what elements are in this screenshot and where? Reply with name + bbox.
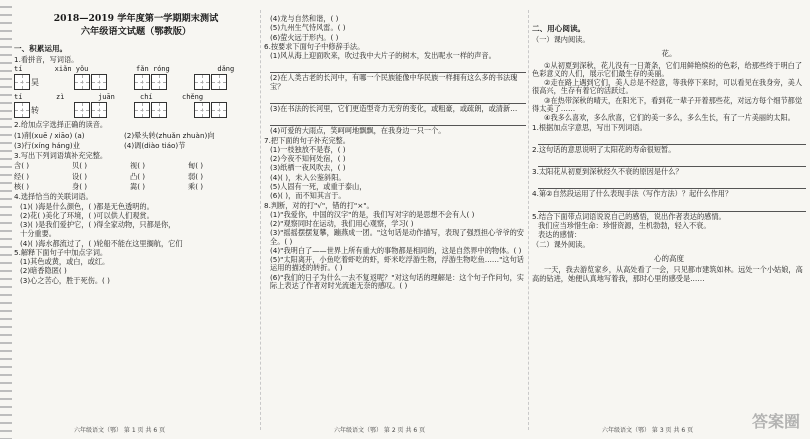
- q3-cell: 凸( ): [130, 171, 146, 181]
- answer-line[interactable]: [538, 202, 806, 212]
- pinyin: [177, 65, 218, 73]
- column-divider: [260, 10, 261, 430]
- page-2-column: [264, 0, 526, 439]
- page-footer: 六年级语文（鄂） 第 1 页 共 6 页: [74, 427, 166, 435]
- q3-row: [14, 162, 258, 170]
- q7-item: (4)( )，未入公鉴斜阳。: [270, 172, 346, 182]
- reading-part-2: （二）课外阅读。: [532, 239, 590, 249]
- passage-paragraph: ①从初夏到深秋，花儿没有一日萧条，它们用鲜艳缤纷的色彩，给那些终于明白了色彩意义的人们，展示它们最生存的美丽。: [532, 60, 803, 78]
- page-1-column: [14, 0, 258, 439]
- q8-item: (4)"我明白了——世界上所有重大的事物都是相同的，这是自然界中的物体。( ): [270, 245, 522, 255]
- q3-cell: 视( ): [130, 161, 146, 171]
- q8-item: (1)"我爱你，中国的汉字"的是，我们写对字的是思想不会有人( ): [270, 209, 475, 219]
- passage-title: 心的高度: [654, 253, 684, 263]
- answer-line[interactable]: [538, 135, 806, 145]
- q3-cell: 核( ): [14, 181, 30, 191]
- question-2: 2.给加点字选择正确的读音。: [14, 120, 108, 130]
- q5-sub: 我们应当珍惜生命：珍惜资源，生机勃勃，轻入不衰。: [538, 221, 711, 230]
- q2-items: [14, 142, 258, 150]
- q7-item: (2)今夜不知何处宿，( ): [270, 154, 346, 164]
- answer-grid[interactable]: [74, 74, 134, 90]
- watermark: 答案圈: [751, 411, 800, 431]
- reading-question: 1.根据加点字意思，写出下列词语。: [532, 122, 647, 132]
- binding-edge: [0, 0, 12, 439]
- reading-part-1: （一）课内阅读。: [532, 34, 590, 44]
- question-7: 7.把下面的句子补充完整。: [264, 135, 350, 145]
- q3-cell: 含( ): [14, 161, 30, 171]
- page-footer: 六年级语文（鄂） 第 3 页 共 6 页: [602, 427, 694, 435]
- answer-grid[interactable]: [74, 102, 134, 118]
- passage-paragraph: ③在热带深秋的晴天，在阳光下，看到花一辈子开着那些花，对远方每个细节都觉得太美了……: [532, 95, 803, 114]
- q3-cell: 设( ): [72, 171, 88, 181]
- pinyin: chí: [140, 93, 153, 102]
- q5-item: (1)其色或黄，或白，或红。: [20, 257, 110, 267]
- exam-subtitle: 六年级语文试题（鄂教版）: [80, 25, 192, 37]
- passage-paragraph: ②走在路上遇到它们，美人总是不经意，等我停下来时，可以看见在我身旁，美人很高兴，生存有着它的活跃过。: [532, 78, 803, 96]
- q2-items: [14, 132, 258, 140]
- q3-cell: 贝( ): [72, 161, 88, 171]
- q3-cell: 乘( ): [188, 181, 204, 191]
- question-5: 5.解释下面句子中加点字词。: [14, 247, 108, 257]
- answer-line[interactable]: [538, 179, 806, 189]
- column-divider: [528, 10, 529, 430]
- page-3-column: [532, 0, 806, 439]
- pinyin: [95, 65, 136, 73]
- question-8: 8.判断，对的打"√"，错的打"×"。: [264, 200, 374, 210]
- q6-item: (2)在人类古老的长河中，有哪一个民族能像中华民族一样拥有这么多的书法瑰宝？: [270, 73, 518, 91]
- passage-paragraph: 一天，我去游览家乡，从高处看了一会，只见都市建筑如林。远处一个小姑娘，高高的钻进，她便认真地写着我，那时心里的感受是……: [532, 265, 803, 283]
- q5-item: (3)心之苦心，胜于死伤。( ): [20, 275, 110, 285]
- q2-item: (2)晕头转(zhuǎn zhuàn)向: [124, 130, 215, 140]
- q7-item: (3)纸栖一夜风吹去，( ): [270, 163, 346, 173]
- q3-row: [14, 183, 258, 191]
- section-heading: 一、积累运用。: [14, 44, 68, 54]
- q7-item: (1)一枝独放不是春，( ): [270, 144, 346, 154]
- q4-item: (1)( )海是什么颜色，( )都是无色透明的。: [20, 201, 154, 211]
- q8-item: (5)"太阳离开，小鱼吃着虾吃的虾，虾米吃浮游生物，浮游生物吃鱼……"这句话运用的描述的转折。( ): [270, 255, 524, 273]
- q7-item: (5)人固有一死，或重于泰山，: [270, 181, 367, 191]
- pinyin: juān: [98, 93, 115, 102]
- grid-char: 转: [31, 105, 39, 115]
- q5-item: (2)暗香隐匿( ): [20, 266, 67, 276]
- q4-item: (3)( )是我们爱护它，( )得全家动物，只都是你，: [20, 220, 176, 230]
- q2-item: (3)行(xíng háng)业: [14, 140, 80, 150]
- answer-line[interactable]: [270, 63, 526, 73]
- answer-line[interactable]: [270, 116, 526, 126]
- answer-grid[interactable]: [194, 102, 254, 118]
- q5-item: (4)龙与自然和谐，( ): [270, 14, 339, 23]
- reading-question: 5.结合下面带点词语说说自己的感悟，说出作者表达的感情。: [532, 211, 726, 221]
- grid-char: 昊: [31, 77, 39, 87]
- q5-item: (5)九州生气恃风雷。( ): [270, 23, 346, 33]
- q5-sub: 表达的感情：: [538, 230, 582, 240]
- answer-grid[interactable]: [134, 74, 194, 90]
- section-heading: 二、用心阅读。: [532, 24, 586, 33]
- q4-item: (4)( )海水都流过了，( )轮船不能在这里搁航，它们: [20, 238, 183, 248]
- reading-question: 2.这句话的意思说明了太阳花的寿命很短暂。: [532, 144, 676, 154]
- q4-item: 十分重要。: [20, 229, 56, 239]
- q6-item: (4)可爱的大雨点，笑呵呵地飘飘，在我身边一只一个。: [270, 126, 446, 136]
- tianzige-row-2: [14, 102, 258, 118]
- pinyin: tí: [14, 93, 23, 102]
- q3-cell: 弱( ): [188, 171, 204, 181]
- question-3: 3.写出下列词语填补充完整。: [14, 151, 108, 161]
- answer-line[interactable]: [538, 157, 806, 167]
- pinyin: fǎn róng: [136, 65, 170, 74]
- pinyin: dǎng: [217, 65, 235, 74]
- exam-title: 2018—2019 学年度第一学期期末测试: [53, 13, 219, 24]
- passage-paragraph: ④我多么喜欢，多么欣喜，它们的美一多么，多么生长，有了一片美丽的太阳。: [544, 113, 795, 123]
- q3-cell: 身( ): [72, 181, 88, 191]
- reading-question: 3.太阳花从初夏到深秋经久不衰的原因是什么？: [532, 167, 683, 177]
- pinyin-row-2: [14, 93, 258, 101]
- pinyin-row-1: [14, 65, 258, 73]
- answer-grid[interactable]: [134, 102, 194, 118]
- q3-cell: 经( ): [14, 171, 30, 181]
- pinyin: chěng: [182, 93, 204, 102]
- q6-item: (1)风从海上迎面吹来，吹过我中大片子的树木，发出呢水一样的声音。: [270, 51, 496, 61]
- q7-item: (6)( )，而不知其言于。: [270, 191, 346, 201]
- answer-line[interactable]: [270, 94, 526, 104]
- q2-item: (4)调(diào tiáo)节: [124, 140, 186, 150]
- q6-item: (3)在书法的长河里，它们更造型奇力无穷的变化，或粗豪，或疏朗，或清新…: [270, 103, 518, 113]
- q8-item: (2)"观察同时在运动，我们用心观察，学习( ): [270, 219, 414, 229]
- q8-item: (3)"摇摇摆摆复攀，蹦燕成一团。"这句话是动作描写，表现了强烈担心爷爷的安全。( ): [270, 228, 524, 246]
- q8-item: (6)"我们的日子为什么一去不复返呢？"对这句话的理解是：这个句子作问句，实际上表达了作者对时光流逝无奈的感叹。( ): [270, 272, 524, 291]
- answer-grid[interactable]: [14, 74, 74, 90]
- page-footer: 六年级语文（鄂） 第 2 页 共 6 页: [334, 427, 426, 435]
- reading-question: 4.第②自然段运用了什么表现手法（写作方法）？起什么作用？: [532, 189, 733, 199]
- question-6: 6.按要求下面句子中修辞手法。: [264, 41, 365, 51]
- question-4: 4.选择恰当的关联词语。: [14, 192, 93, 202]
- q5-item: (6)萤火远于形内。( ): [270, 32, 339, 42]
- passage-title: 花。: [661, 49, 677, 58]
- tianzige-row-1: [14, 74, 258, 90]
- q4-item: (2)花( )美化了环境，( )可以供人们观赏。: [20, 210, 154, 220]
- pinyin: tí: [14, 65, 23, 74]
- q2-item: (1)削(xuē / xiāo) (a): [14, 130, 85, 140]
- answer-grid[interactable]: [194, 74, 254, 90]
- answer-grid[interactable]: [14, 102, 74, 118]
- question-1: 1.看拼音，写词语。: [14, 54, 79, 64]
- q3-row: [14, 173, 258, 181]
- pinyin: xiǎn yǒu: [54, 65, 89, 74]
- pinyin: zì: [56, 93, 65, 102]
- q3-cell: 甸( ): [188, 161, 204, 171]
- q3-cell: 嵩( ): [130, 181, 146, 191]
